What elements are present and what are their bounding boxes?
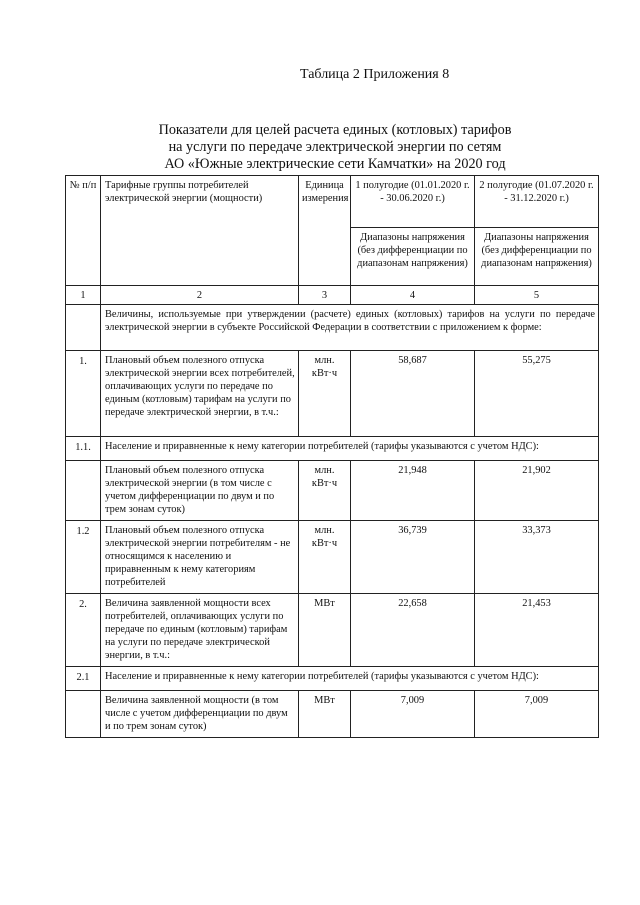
row-name: Величина заявленной мощности (в том числе с учетом дифференциации по двум и по трем зонам суток) (101, 691, 299, 738)
subheader-voltage-1: Диапазоны напряжения (без дифференциации по диапазонам напряжения) (351, 228, 475, 286)
section-text: Население и приравненные к нему категории потребителей (тарифы указываются с учетом НДС): (101, 667, 599, 691)
table-row (66, 351, 599, 437)
colnum-5: 5 (475, 286, 599, 305)
table-row (66, 594, 599, 667)
tariff-indicators-table (65, 175, 599, 738)
colnum-2: 2 (101, 286, 299, 305)
colnum-3: 3 (299, 286, 351, 305)
intro-row (66, 305, 599, 351)
row-name: Плановый объем полезного отпуска электрической энергии всех потребителей, оплачивающих услуги по передаче по единым (котловым) тарифам на услуги по передаче электрической энергии, в т.ч.: (101, 351, 299, 437)
row-value-h1: 21,948 (351, 461, 475, 521)
heading-line-1: Показатели для целей расчета единых (котловых) тарифов (158, 122, 512, 138)
row-name: Плановый объем полезного отпуска электрической энергии (в том числе с учетом дифференциации по двум и по трем зонам суток) (101, 461, 299, 521)
row-number: 1. (66, 351, 101, 437)
header-unit: Единица измерения (299, 176, 351, 286)
header-group: Тарифные группы потребителей электрической энергии (мощности) (101, 176, 299, 286)
section-text: Население и приравненные к нему категории потребителей (тарифы указываются с учетом НДС): (101, 437, 599, 461)
colnum-4: 4 (351, 286, 475, 305)
header-half-1: 1 полугодие (01.01.2020 г. - 30.06.2020 г.) (351, 176, 475, 228)
row-value-h2: 55,275 (475, 351, 599, 437)
subheader-voltage-2: Диапазоны напряжения (без дифференциации по диапазонам напряжения) (475, 228, 599, 286)
row-value-h2: 7,009 (475, 691, 599, 738)
column-numbers-row (66, 286, 599, 305)
section-row (66, 667, 599, 691)
row-number (66, 461, 101, 521)
row-unit: МВт (299, 594, 351, 667)
row-value-h2: 21,902 (475, 461, 599, 521)
row-unit: млн. кВт·ч (299, 521, 351, 594)
row-value-h2: 21,453 (475, 594, 599, 667)
appendix-label: Таблица 2 Приложения 8 (300, 67, 450, 82)
table-row (66, 461, 599, 521)
table-row (66, 521, 599, 594)
colnum-1: 1 (66, 286, 101, 305)
intro-blank (66, 305, 101, 351)
row-value-h2: 33,373 (475, 521, 599, 594)
row-number: 2. (66, 594, 101, 667)
header-half-2: 2 полугодие (01.07.2020 г. - 31.12.2020 г.) (475, 176, 599, 228)
document-heading (100, 122, 570, 173)
section-row (66, 437, 599, 461)
row-value-h1: 7,009 (351, 691, 475, 738)
header-no: № п/п (66, 176, 101, 286)
intro-text: Величины, используемые при утверждении (расчете) единых (котловых) тарифов на услуги по передаче электрической энергии в субъекте Российской Федерации в соответствии с приложением к форме: (101, 305, 599, 351)
table-row (66, 691, 599, 738)
row-unit: млн. кВт·ч (299, 461, 351, 521)
heading-line-2: на услуги по передаче электрической энергии по сетям (168, 139, 502, 155)
row-unit: МВт (299, 691, 351, 738)
row-value-h1: 58,687 (351, 351, 475, 437)
row-number: 2.1 (66, 667, 101, 691)
row-value-h1: 22,658 (351, 594, 475, 667)
header-row (66, 176, 599, 228)
row-value-h1: 36,739 (351, 521, 475, 594)
row-name: Плановый объем полезного отпуска электрической энергии потребителям - не относящимся к населению и приравненным к нему категориям потребителей (101, 521, 299, 594)
row-unit: млн. кВт·ч (299, 351, 351, 437)
row-name: Величина заявленной мощности всех потребителей, оплачивающих услуги по передаче по единым (котловым) тарифам на услуги по передаче электрической энергии, в т.ч.: (101, 594, 299, 667)
row-number: 1.1. (66, 437, 101, 461)
heading-line-3: АО «Южные электрические сети Камчатки» на 2020 год (164, 156, 506, 172)
row-number (66, 691, 101, 738)
row-number: 1.2 (66, 521, 101, 594)
